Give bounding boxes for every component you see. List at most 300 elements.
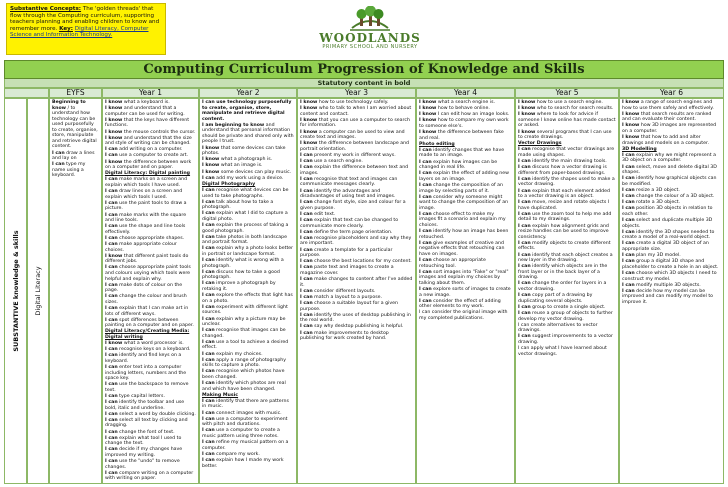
statement-item (300, 259, 413, 265)
statement-bold: I can (419, 159, 432, 165)
statement-item (202, 340, 294, 351)
statement-text: that you can use a computer to search for information. (300, 117, 410, 129)
statement-text: identify what is wrong with a photograph. (202, 258, 284, 269)
statement-item (518, 293, 616, 304)
statement-bold: I can (300, 176, 313, 182)
statement-text: suggest improvements to a vector drawing. (518, 334, 613, 345)
statement-text: that different paint tools do different jobs. (105, 253, 189, 265)
statement-text: what a word processor is. (122, 341, 184, 347)
statement-item (622, 194, 721, 200)
statement-bold: I can (52, 150, 65, 156)
statement-bold: I can (622, 218, 635, 224)
statement-bold: I can (105, 200, 118, 206)
statement-text: copy part of a drawing by duplicating several objects. (518, 293, 593, 304)
statement-item (202, 352, 294, 358)
statement-text: identify how graphical objects can be modified. (622, 176, 717, 187)
statement-item (419, 258, 512, 269)
statement-text: say why desktop publishing is helpful. (312, 324, 404, 330)
statement-bold: I can (202, 440, 215, 446)
statement-item (419, 241, 512, 258)
statement-bold: I can (518, 147, 531, 153)
statement-text: select a word by double clicking. (117, 411, 196, 417)
statement-item (419, 183, 512, 194)
statement-text: identify and find keys on a keyboard. (105, 353, 182, 364)
statement-bold: I can (622, 259, 635, 265)
statement-bold: I can (300, 294, 313, 300)
statement-text: identify the advantages and disadvantages of using text and images. (300, 188, 396, 200)
statement-item (419, 310, 512, 321)
statement-item (622, 200, 721, 206)
statement-bold: I can (419, 194, 432, 200)
header-eyfs: EYFS (49, 88, 102, 98)
statement-text: decide if my changes have improved my writing. (105, 447, 183, 458)
statement-item (105, 160, 196, 171)
statement-text: match a layout to a purpose. (312, 294, 383, 300)
statement-text: use a computer to experiment with pitch and durations. (202, 416, 288, 428)
statement-item (518, 305, 616, 311)
statement-item (419, 299, 512, 310)
statement-item (518, 241, 616, 252)
statement-text: define the term page orientation. (312, 229, 393, 235)
statement-item (52, 151, 99, 162)
statement-text: several programs that I can use to create drawings. (518, 129, 612, 141)
statement-item (202, 293, 294, 304)
statement-item (300, 331, 413, 342)
statement-text: I can apply what I have learned about vector drawings. (518, 346, 607, 357)
statement-item (419, 148, 512, 159)
statement-text: choose a suitable layout for a given purpose. (300, 301, 399, 312)
statement-bold: I can (300, 324, 313, 330)
statement-item (518, 159, 616, 165)
statement-bold: I can (300, 265, 313, 271)
statement-text: that how to add and alter drawings and models on a computer. (622, 135, 709, 146)
statement-text: explain why we might represent a 3D object on a computer. (622, 152, 716, 164)
statement-bold: I can (622, 176, 635, 182)
statement-item (105, 177, 196, 188)
statement-text: make dots of colour on the page. (105, 282, 183, 294)
statement-text: connect images with music. (214, 410, 282, 416)
statement-text: use a computer to create art. (117, 153, 189, 159)
statement-text: explain why a photo looks better in portrait or landscape format. (202, 246, 294, 257)
statement-bold: I can (202, 369, 215, 375)
statement-text: explain how images can be changed in real life. (419, 159, 498, 171)
statement-item (202, 317, 294, 328)
statement-bold: Beginning to know (52, 100, 86, 111)
statement-text: explain that text can be changed to communicate more clearly. (300, 218, 399, 229)
statement-text: type capital letters. (117, 393, 165, 399)
statement-bold: I know (419, 118, 437, 124)
statement-item (419, 100, 512, 106)
statement-bold: I know (419, 100, 437, 105)
statement-item (105, 412, 196, 418)
column-year-1 (102, 98, 199, 484)
statement-text: choose the best locations for my content. (312, 259, 412, 265)
statement-bold: I can (202, 293, 215, 299)
statement-text: the difference between landscape and portrait orientation. (300, 141, 410, 152)
substantive-label-text: SUBSTANTIVE knowledge & skills (11, 230, 20, 352)
statement-item (202, 188, 294, 199)
statement-text: identify how an image has been retouched. (419, 229, 509, 240)
statement-text: the difference between work on a computer and on paper. (105, 159, 192, 171)
statement-item (518, 141, 616, 147)
statement-item (300, 106, 413, 117)
statement-item (300, 189, 413, 200)
statement-text: identify the shapes used to make a vector drawing. (518, 176, 615, 188)
statement-bold: I can (419, 240, 432, 246)
statement-bold: I know (419, 112, 437, 118)
statement-bold: I can (518, 200, 531, 206)
column-eyfs (49, 98, 102, 484)
statement-text: modify objects to create different effects. (518, 240, 611, 252)
statement-item (202, 157, 294, 163)
statement-bold: I can (622, 206, 635, 212)
statement-text: change font style, size and colour for a given purpose. (300, 200, 406, 211)
statement-text: and understand that a computer can be used for writing. (105, 106, 185, 117)
tree-logo-icon (350, 6, 390, 32)
statement-text: refine my musical pattern on a computer. (202, 440, 289, 451)
statement-heading: 3D Modelling (622, 146, 657, 152)
statement-text: add writing on a computer. (117, 147, 183, 153)
statement-text: give examples of creative and negative effects that retouching can have on images. (419, 240, 505, 257)
statement-bold: I can (202, 416, 215, 422)
statement-item (518, 323, 616, 334)
statement-text: rotate a 3D object. (634, 200, 681, 206)
statement-item (518, 212, 616, 223)
statement-bold: I can (622, 253, 635, 259)
statement-text: how to compare my own work to someone else's. (419, 118, 509, 129)
statement-text: resize a 3D object. (634, 187, 680, 193)
statement-item (202, 163, 294, 169)
statement-text: use a search engine. (312, 159, 363, 165)
statement-text: what a search engine is. (436, 100, 496, 105)
statement-text: identify that each object creates a new layer in the drawing. (518, 252, 613, 264)
statement-bold: I can (518, 211, 531, 217)
statement-text: make marks on a screen and explain which tools I have used. (105, 177, 188, 188)
statement-item (202, 246, 294, 257)
statement-text: explain the difference between text and images. (300, 165, 409, 176)
statement-text: that some devices can take photos. (202, 145, 286, 157)
statement-bold: I can (300, 188, 313, 194)
statement-text: that search results are ranked and can evaluate their content. (622, 111, 712, 123)
statement-item (518, 264, 616, 281)
header-blank (4, 88, 49, 98)
statement-text: consider different layouts. (312, 288, 376, 294)
statement-bold: I can (105, 429, 118, 435)
statement-bold: I know (419, 106, 437, 112)
statement-text: explore the effects that light has on a photo. (202, 293, 293, 304)
column-year-2 (199, 98, 297, 484)
statement-bold: I can (105, 393, 118, 399)
statement-text: a range of search engines and how to use them safely and effectively. (622, 100, 714, 111)
statement-text: identify the main drawing tools. (530, 159, 607, 165)
statement-bold: I can (202, 234, 215, 240)
statement-bold: I can (300, 159, 313, 165)
statement-text: identify which objects are in the front layer or in the back layer of a drawing. (518, 264, 608, 281)
statement-text: who to search for search results. (535, 106, 614, 112)
statement-text: use the shape and line tools effectively. (105, 224, 186, 235)
statement-item (419, 195, 512, 212)
concepts-text: The 'golden threads' that flow through the Computing curriculum, supporting teachers planning and enabling children to know and remember more. (10, 6, 160, 32)
statement-text: make improvements to desktop publishing for work created by hand. (300, 330, 389, 342)
statement-item (202, 393, 294, 399)
statement-text: select, move and delete digital 3D shapes. (622, 164, 717, 176)
statement-item (105, 224, 196, 235)
statement-text: identify the toolbar and use bold, italic and underline. (105, 400, 185, 411)
header-year-3: Year 3 (297, 88, 416, 98)
statement-text: modify multiple 3D objects. (634, 282, 701, 288)
statement-item (419, 212, 512, 229)
column-year-4 (416, 98, 515, 484)
statement-bold: I can (518, 293, 531, 299)
statement-item (105, 213, 196, 224)
statement-bold: I can (202, 316, 215, 322)
statement-bold: I can (300, 312, 313, 318)
statement-item (300, 218, 413, 229)
statement-bold: I know (622, 123, 640, 129)
statement-bold: I can (202, 398, 215, 404)
statement-bold: I can (105, 153, 118, 159)
statement-heading: Digital Literacy: Digital painting (105, 171, 191, 177)
statement-text: talk about how to take a photograph. (202, 199, 274, 211)
statement-text: I can consider the original image with my completed publications. (419, 310, 508, 321)
statement-item (518, 165, 616, 176)
substantive-side-label (4, 98, 27, 484)
statement-bold: I can (105, 242, 118, 248)
statement-heading: Digital Literacy/Creating Media: Digital writing (105, 329, 190, 340)
statement-bold: I can use technology purposefully to create, organise, store, manipulate and retrieve digital content. (202, 100, 292, 122)
statement-item (202, 170, 294, 176)
statement-text: explain what tool I used to change the text. (105, 435, 182, 447)
statement-text: compare my work. (214, 451, 260, 457)
statement-item (622, 123, 721, 134)
statement-bold: I can (105, 411, 118, 417)
statement-bold: I can (419, 183, 432, 188)
statement-item (202, 452, 294, 458)
school-logo (300, 6, 440, 54)
statement-text: create a digital 3D object of an appropriate size. (622, 241, 709, 252)
statement-bold: I can (518, 281, 531, 287)
statement-bold: I can (419, 269, 432, 275)
statement-item (300, 159, 413, 165)
statement-bold: I can (105, 306, 118, 312)
header-year-4: Year 4 (416, 88, 515, 98)
statement-item (105, 382, 196, 393)
statement-text: use the zoom tool to help me add detail to my drawings. (518, 211, 612, 223)
statement-item (202, 176, 294, 182)
statement-bold: I can (419, 211, 432, 217)
statement-item (105, 318, 196, 329)
header-year-2: Year 2 (199, 88, 297, 98)
statement-item (622, 271, 721, 282)
statement-bold: I know (105, 253, 123, 259)
statement-item (105, 265, 196, 282)
statement-bold: I can (419, 298, 432, 304)
statement-text: position 3D objects in relation to each other. (622, 206, 713, 217)
statement-item (300, 100, 413, 106)
statement-item (202, 123, 294, 145)
statement-item (300, 324, 413, 330)
statement-text: explain the effect of adding new layers on an image. (419, 171, 509, 182)
statement-item (518, 106, 616, 112)
statement-bold: I can (518, 240, 531, 246)
statement-text: add my work using a device. (214, 175, 284, 181)
statement-bold: I can (300, 330, 313, 336)
statement-item (105, 189, 196, 200)
statement-item (622, 289, 721, 306)
statement-text: explain that each element added to a vector drawing is an object. (518, 188, 610, 200)
statement-text: explain that I can make art in lots of different ways. (105, 306, 189, 317)
statement-text: consider why someone might want to change the composition of an image. (419, 194, 509, 211)
statement-bold: I can (202, 223, 215, 229)
statement-bold: I can (300, 235, 313, 241)
statement-item (202, 440, 294, 451)
school-name: WOODLANDS (319, 31, 421, 45)
statement-text: recognise placeholders and say why they are important. (300, 235, 412, 247)
statement-text: discuss how a vector drawing is different from paper-based drawings. (518, 165, 607, 176)
statement-item (518, 177, 616, 188)
statement-bold: I can (105, 189, 118, 195)
statement-item (300, 289, 413, 295)
statement-text: some devices can play music. (219, 169, 292, 175)
statement-bold: I know (202, 163, 220, 169)
statement-bold: I can (622, 229, 635, 235)
statement-text: and understand that personal information should be private and shared only with people I trust. (202, 122, 294, 145)
statement-item (419, 229, 512, 240)
statement-item (105, 400, 196, 411)
statement-bold: I can (518, 334, 531, 340)
statement-bold: I know (105, 341, 123, 347)
statement-text: group a digital 3D shape and placeholder to create a hole in an object. (622, 259, 719, 270)
statement-item (622, 100, 721, 111)
statement-item (105, 347, 196, 353)
substantive-concepts-box (6, 3, 166, 55)
statement-bold: I can (202, 246, 215, 252)
statement-bold: I can (300, 288, 313, 294)
statement-text: recognise that text and images can communicate messages clearly. (300, 176, 398, 188)
statement-bold: I can (105, 347, 118, 353)
statement-bold: I know (300, 129, 318, 135)
statement-bold: I know (202, 145, 220, 151)
statement-text: that the keys have different functions. (105, 117, 190, 129)
statement-bold: I can (105, 447, 118, 453)
statement-item (419, 287, 512, 298)
statement-item (202, 211, 294, 222)
statement-bold: I can (518, 223, 531, 229)
statement-text: identify the 3D shapes needed to create a model of a real-world object. (622, 229, 715, 241)
statement-text: how to behave online. (436, 106, 490, 112)
statement-bold: I can (202, 211, 215, 217)
statement-bold: I can (105, 317, 118, 323)
statement-item (622, 206, 721, 217)
statement-bold: I know (622, 111, 640, 117)
statement-item (622, 230, 721, 241)
statement-item (518, 100, 616, 106)
statement-item (105, 153, 196, 159)
statement-bold: I know (105, 117, 123, 123)
statement-text: make changes to content after I've added it. (300, 277, 413, 288)
statement-item (105, 201, 196, 212)
statement-bold: I can (622, 270, 635, 276)
statement-bold: I can (105, 382, 118, 388)
school-subname: PRIMARY SCHOOL AND NURSERY (322, 44, 418, 50)
statement-bold: I can (518, 176, 531, 182)
statement-item (105, 130, 196, 136)
header-year-5: Year 5 (515, 88, 619, 98)
statement-text: change the colour and brush sizes. (105, 294, 187, 305)
statement-bold: I can (622, 241, 635, 247)
statement-bold: I can (419, 287, 432, 292)
statement-item (300, 277, 413, 288)
statement-bold: I can (202, 339, 215, 345)
statement-bold: I can (518, 165, 531, 171)
statement-item (105, 283, 196, 294)
statement-item (105, 447, 196, 458)
statement-item (105, 118, 196, 129)
statement-text: change the order for layers in a vector drawing. (518, 281, 607, 292)
statement-text: / to understand how technology can be used purposefully to create, organise, store, manipulate and retrieve digital content. (52, 105, 98, 150)
statement-bold: I know (300, 106, 318, 112)
statement-text: choose which 3D objects I need to construct my model. (622, 270, 717, 282)
statement-item (202, 182, 294, 188)
statement-text: draw a lines and lay on (52, 150, 95, 162)
statement-item (202, 417, 294, 428)
statement-text: sort images into "Fake" or "real" images and explain my choices by talking about them. (419, 269, 509, 286)
statement-item (105, 353, 196, 364)
key-text: Digital Literacy, Computer Science and Information Technology. (10, 25, 149, 39)
statement-text: how to use technology safely. (317, 100, 389, 105)
statement-text: choose effect to make my images fit a scenario and explain my choices. (419, 211, 506, 229)
statement-item (419, 112, 512, 118)
statement-bold: I can (300, 211, 313, 217)
statement-text: explain why a picture may be unclear. (202, 316, 286, 328)
statement-item (105, 418, 196, 429)
statement-bold: I can (202, 258, 215, 264)
statement-item (419, 130, 512, 141)
column-year-5 (515, 98, 619, 484)
statement-item (622, 165, 721, 176)
statement-text: how to use a search engine. (535, 100, 603, 105)
statement-bold: I can (622, 194, 635, 200)
statement-item (202, 328, 294, 339)
statement-text: explain my choices. (214, 351, 263, 357)
statement-item (300, 153, 413, 159)
statement-bold: I can (202, 357, 215, 363)
header-year-6: Year 6 (619, 88, 724, 98)
statement-bold: I can (202, 328, 215, 334)
statement-item (622, 147, 721, 153)
statement-bold: I can (202, 381, 215, 387)
statement-text: use the backspace to remove text. (105, 382, 189, 393)
statement-bold: I know (202, 157, 220, 163)
statement-bold: I know (105, 135, 123, 141)
statement-item (419, 118, 512, 129)
statement-item (518, 189, 616, 200)
statement-text: use the paint tools to draw a picture. (105, 200, 187, 212)
statement-item (300, 236, 413, 247)
statement-text: and understand that the size and style of writing can be changed. (105, 135, 192, 147)
statement-bold: I can (202, 199, 215, 205)
statement-item (518, 253, 616, 264)
statement-bold: I can (622, 164, 635, 170)
statement-item (52, 162, 99, 179)
statement-bold: I can (52, 162, 65, 168)
statement-item (105, 106, 196, 117)
statement-bold: I know (300, 141, 318, 147)
statement-bold: I can (202, 351, 215, 357)
page-subtitle: Statutory content in bold (4, 79, 724, 88)
statement-item (622, 253, 721, 259)
statement-text: a computer can be used to view and create text and images. (300, 129, 405, 141)
